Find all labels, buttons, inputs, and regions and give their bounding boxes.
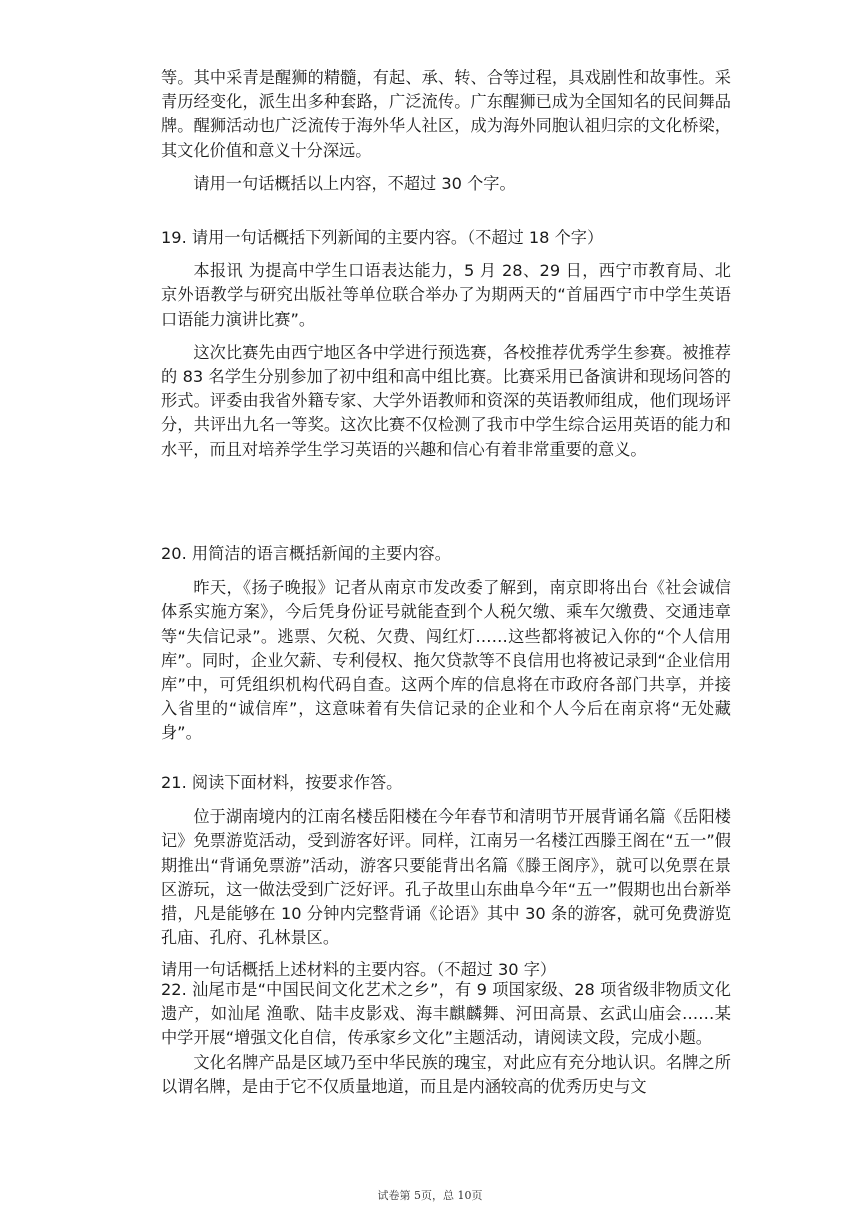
question-21-title: 21. 阅读下面材料，按要求作答。	[161, 773, 403, 792]
question-20	[161, 542, 731, 746]
question-22-paragraph-1: 文化名牌产品是区域乃至中华民族的瑰宝，对此应有充分地认识。名牌之所以谓名牌，是由于它不仅质量地道，而且是内涵较高的优秀历史与文	[161, 1052, 731, 1096]
question-22	[161, 978, 731, 1099]
question-19-paragraph-2: 这次比赛先由西宁地区各中学进行预选赛，各校推荐优秀学生参赛。被推荐的 83 名学生分别参加了初中组和高中组比赛。比赛采用已备演讲和现场问答的形式。评委由我省外籍专家、大学外语教师和资深的英语教师组成，他们现场评分，共评出九名一等奖。这次比赛不仅检测了我市中学生综合运用英语的能力和水平，而且对培养学生学习英语的兴趣和信心有着非常重要的意义。	[161, 342, 731, 459]
question-20-title: 20. 用简洁的语言概括新闻的主要内容。	[161, 544, 451, 563]
exam-page	[161, 0, 731, 1216]
intro-paragraph: 等。其中采青是醒狮的精髓，有起、承、转、合等过程，具戏剧性和故事性。采青历经变化，派生出多种套路，广泛流传。广东醒狮已成为全国知名的民间舞品牌。醒狮活动也广泛流传于海外华人社区，成为海外同胞认祖归宗的文化桥梁，其文化价值和意义十分深远。	[161, 68, 731, 160]
question-21-paragraph-1: 位于湖南境内的江南名楼岳阳楼在今年春节和清明节开展背诵名篇《岳阳楼记》免票游览活动，受到游客好评。同样，江南另一名楼江西滕王阁在“五一”假期推出“背诵免票游”活动，游客只要能背出名篇《滕王阁序》，就可以免票在景区游玩，这一做法受到广泛好评。孔子故里山东曲阜今年“五一”假期也出台新举措，凡是能够在 10 分钟内完整背诵《论语》其中 30 条的游客，就可免费游览孔庙、孔府、孔林景区。	[161, 807, 731, 948]
question-19-title: 19. 请用一句话概括下列新闻的主要内容。（不超过 18 个字）	[161, 228, 604, 247]
question-22-title: 22. 汕尾市是“中国民间文化艺术之乡”，有 9 项国家级、28 项省级非物质文化遗产，如汕尾 渔歌、陆丰皮影戏、海丰麒麟舞、河田高景、玄武山庙会……某中学开展“增强文化自信，传承家乡文化”主题活动，请阅读文段，完成小题。	[161, 980, 731, 1048]
page-footer: 试卷第 5页，总 10页	[377, 1189, 483, 1202]
question-19-paragraph-1: 本报讯 为提高中学生口语表达能力，5 月 28、29 日，西宁市教育局、北京外语教学与研究出版社等单位联合举办了为期两天的“首届西宁市中学生英语口语能力演讲比赛”。	[161, 261, 731, 329]
question-19	[161, 226, 731, 462]
question-21	[161, 771, 731, 983]
question-20-paragraph-1: 昨天，《扬子晚报》记者从南京市发改委了解到，南京即将出台《社会诚信体系实施方案》，今后凭身份证号就能查到个人税欠缴、乘车欠缴费、交通违章等“失信记录”。逃票、欠税、欠费、闯红灯……这些都将被记入你的“个人信用库”。同时，企业欠薪、专利侵权、拖欠贷款等不良信用也将被记录到“企业信用库”中，可凭组织机构代码自查。这两个库的信息将在市政府各部门共享，并接入省里的“诚信库”，这意味着有失信记录的企业和个人今后在南京将“无处藏身”。	[161, 578, 731, 743]
question-21-instruction: 请用一句话概括上述材料的主要内容。（不超过 30 字）	[161, 960, 557, 980]
intro-section	[161, 66, 731, 196]
intro-instruction: 请用一句话概括以上内容，不超过 30 个字。	[193, 173, 516, 193]
